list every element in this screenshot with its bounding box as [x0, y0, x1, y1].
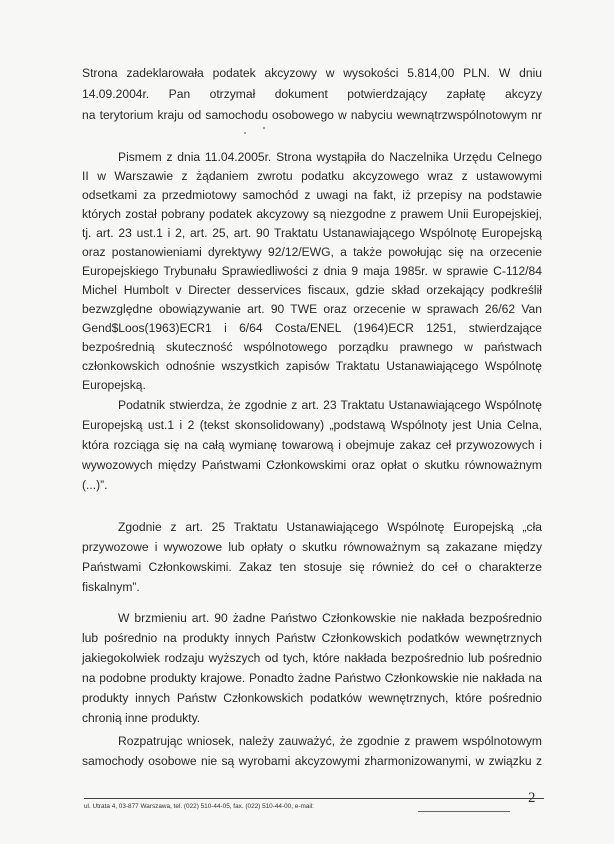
text-line: wywozowych między Państwami Członkowskimi oraz opłat o skutku równoważnym [82, 458, 542, 472]
text-line: na podobne produkty krajowe. Ponadto żadne Państwo Członkowskie nie nakłada na [82, 671, 542, 685]
text-line: jakiegokolwiek rodzaju wyższych od tych, które nakłada bezpośrednio lub pośrednio [82, 651, 542, 665]
footer-address: ul. Utrata 4, 03-877 Warszawa, tel. (022) 510-44-05, fax. (022) 510-44-00, e-mail: [84, 803, 314, 810]
text-line: samochody osobowe nie są wyrobami akcyzowymi zharmonizowanymi, w związku z [82, 754, 542, 768]
text-line: Rozpatrując wniosek, należy zauważyć, że zgodnie z prawem wspólnotowym [118, 734, 542, 748]
text-line: lub pośrednio na produkty innych Państw Członkowskich podatków wewnętrznych [82, 631, 542, 645]
text-line: która rozciąga się na całą wymianę towarową i obejmuje zakaz ceł przywozowych i [82, 438, 542, 452]
text-line: (...)”. [82, 478, 108, 492]
text-line: Europejskiego Trybunału Sprawiedliwości z dnia 9 maja 1985r. w sprawie C-112/84 [82, 264, 542, 278]
text-line: Europejską. [82, 378, 146, 392]
text-line: bezwzględne obowiązywanie art. 90 TWE oraz orzecenie w sprawach 26/62 Van [82, 302, 542, 316]
text-line: bezpośrednią skuteczność wspólnotowego porządku prawnego w państwach [82, 340, 542, 354]
text-line: Gend$Loos(1963)ECR1 i 6/64 Costa/ENEL (1964)ECR 1251, stwierdzające [82, 321, 542, 335]
footer-rule [84, 798, 544, 799]
text-line: 14.09.2004r. Pan otrzymał dokument potwierdzający zapłatę akcyzy [82, 87, 542, 101]
text-line: Zgodnie z art. 25 Traktatu Ustanawiającego Wspólnotę Europejską „cła [118, 520, 542, 534]
text-line: członkowskich odnośnie wszystkich zapisów Traktatu Ustanawiającego Wspólnotę [82, 359, 542, 373]
scan-speck [263, 127, 265, 129]
text-line: Europejską ust.1 i 2 (tekst skonsolidowany) „podstawą Wspólnoty jest Unia Celna, [82, 418, 542, 432]
text-line: których został pobrany podatek akcyzowy są niezgodne z prawem Unii Europejskiej, [82, 207, 542, 221]
scan-speck [244, 132, 246, 134]
text-line: przywozowe i wywozowe lub opłaty o skutku równoważnym są zakazane między [82, 540, 542, 554]
text-line: W brzmieniu art. 90 żadne Państwo Członkowskie nie nakłada bezpośrednio [118, 611, 542, 625]
text-line: Michel Humbolt v Directer desservices fiscaux, gdzie skład orzekający podkreślił [82, 283, 542, 297]
text-line: odsetkami za przedmiotowy samochód z uwagi na fakt, iż przepisy na podstawie [82, 188, 542, 202]
text-line: oraz postanowieniami dyrektywy 92/12/EWG, a także powołując się na orzecenie [82, 245, 542, 259]
text-line: II w Warszawie z żądaniem zwrotu podatku akcyzowego wraz z ustawowymi [82, 169, 542, 183]
text-line: Pismem z dnia 11.04.2005r. Strona wystąpiła do Naczelnika Urzędu Celnego [118, 150, 542, 164]
text-line: Strona zadeklarowała podatek akcyzowy w wysokości 5.814,00 PLN. W dniu [82, 66, 542, 80]
text-line: tj. art. 23 ust.1 i 2, art. 25, art. 90 Traktatu Ustanawiającego Wspólnotę Europejską [82, 226, 542, 240]
text-line: chronią inne produkty. [82, 711, 201, 725]
text-line: produkty innych Państw Członkowskich podatków wewnętrznych, które pośrednio [82, 691, 542, 705]
page-number: 2 [528, 790, 536, 806]
text-line: Państwami Członkowskimi. Zakaz ten stosuje się również do ceł o charakterze [82, 560, 542, 574]
text-line: Podatnik stwierdza, że zgodnie z art. 23 Traktatu Ustanawiającego Wspólnotę [118, 398, 542, 412]
text-line: fiskalnym”. [82, 580, 140, 594]
signature-line [418, 811, 510, 812]
text-line: na terytorium kraju od samochodu osobowego w nabyciu wewnątrzwspólnotowym nr [82, 108, 542, 122]
